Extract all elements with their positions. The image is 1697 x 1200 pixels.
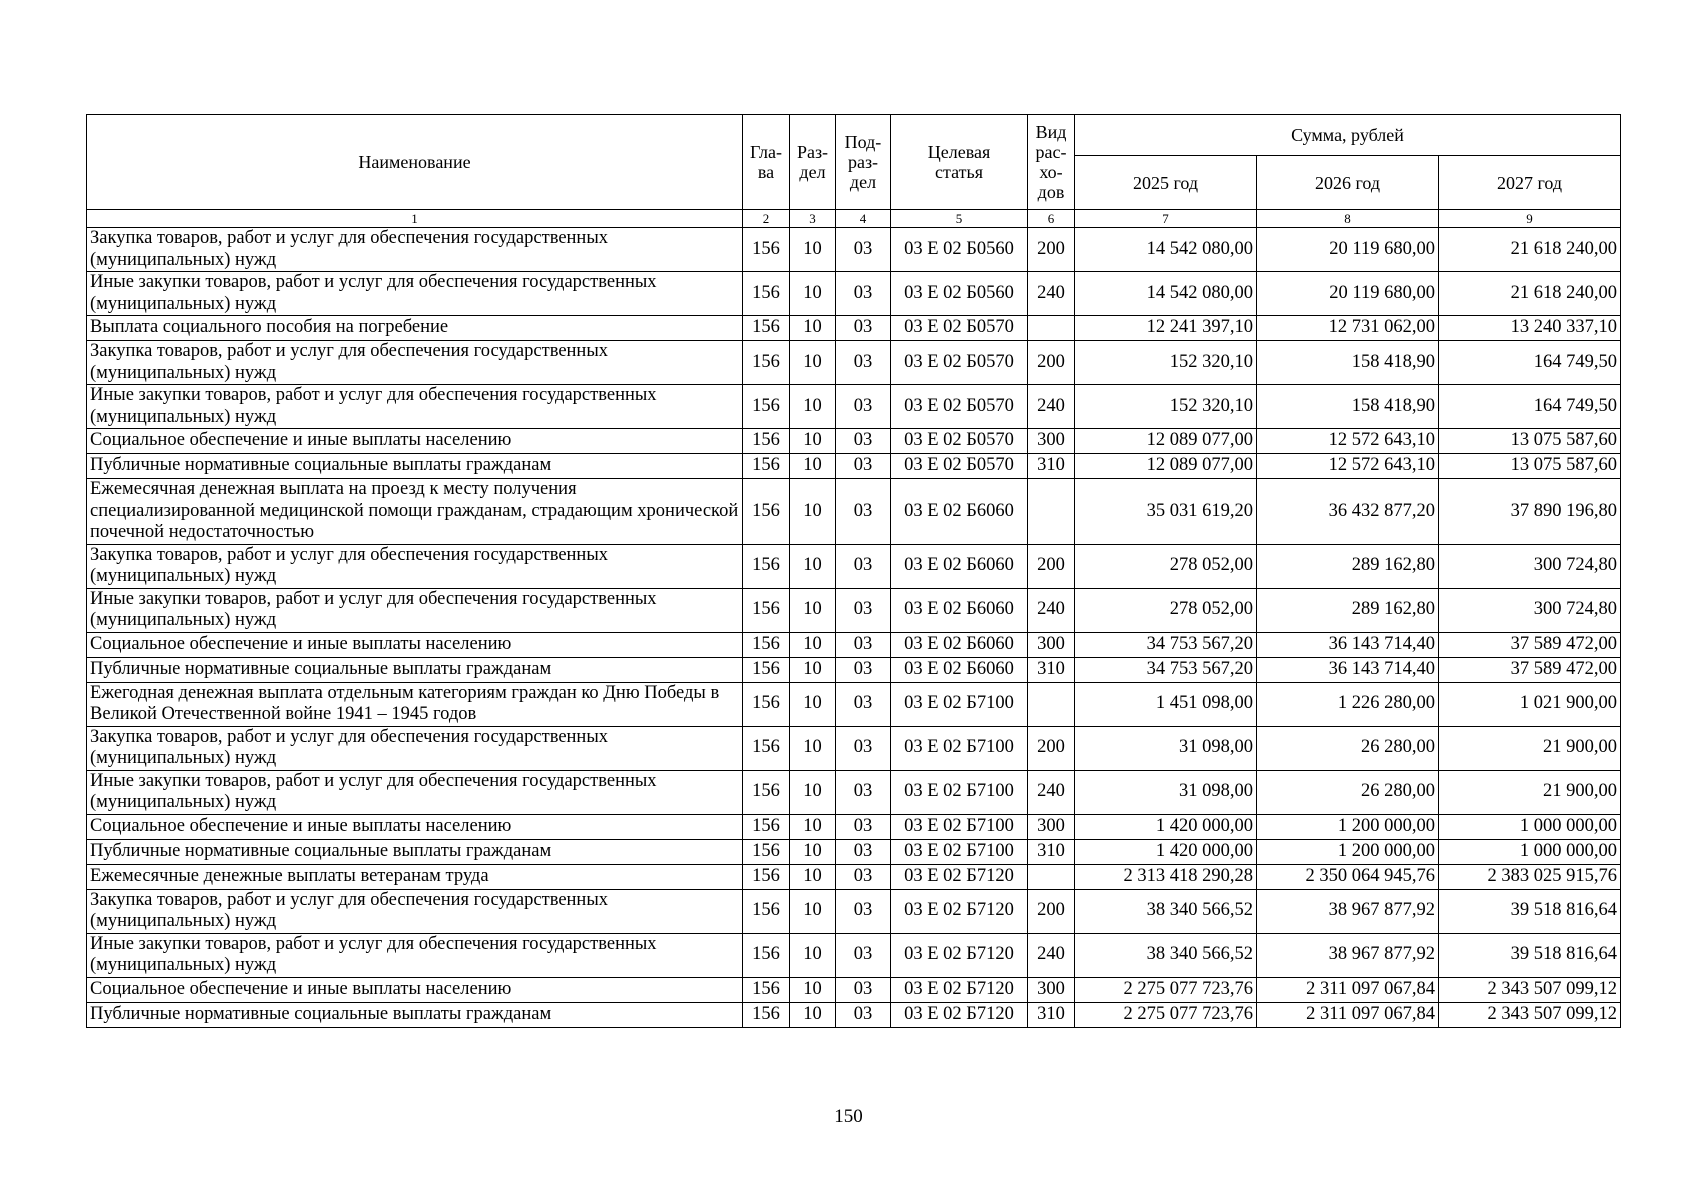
cell-name: Иные закупки товаров, работ и услуг для обеспечения государственных (муниципальных) нужд	[87, 385, 743, 429]
cell-celevaya-statya: 03 Е 02 Б0560	[891, 272, 1028, 316]
cell-name: Ежемесячные денежные выплаты ветеранам труда	[87, 864, 743, 889]
header-year-2025: 2025 год	[1075, 156, 1257, 210]
cell-celevaya-statya: 03 Е 02 Б7100	[891, 839, 1028, 864]
cell-razdel: 10	[790, 933, 836, 977]
table-row	[87, 977, 1621, 1002]
cell-sum-2026: 1 200 000,00	[1257, 814, 1439, 839]
cell-sum-2026: 158 418,90	[1257, 385, 1439, 429]
cell-sum-2025: 278 052,00	[1075, 588, 1257, 632]
cell-sum-2026: 289 162,80	[1257, 588, 1439, 632]
header-summa: Сумма, рублей	[1075, 115, 1621, 156]
cell-vid-rashodov: 310	[1028, 454, 1075, 479]
cell-celevaya-statya: 03 Е 02 Б7120	[891, 1002, 1028, 1027]
cell-celevaya-statya: 03 Е 02 Б0570	[891, 341, 1028, 385]
cell-name: Закупка товаров, работ и услуг для обеспечения государственных (муниципальных) нужд	[87, 228, 743, 272]
cell-glava: 156	[743, 889, 790, 933]
cell-sum-2025: 34 753 567,20	[1075, 632, 1257, 657]
cell-sum-2025: 14 542 080,00	[1075, 272, 1257, 316]
cell-sum-2027: 21 618 240,00	[1439, 228, 1621, 272]
cell-razdel: 10	[790, 889, 836, 933]
cell-vid-rashodov	[1028, 316, 1075, 341]
cell-razdel: 10	[790, 814, 836, 839]
cell-name: Социальное обеспечение и иные выплаты населению	[87, 977, 743, 1002]
cell-glava: 156	[743, 657, 790, 682]
header-name: Наименование	[87, 115, 743, 210]
cell-sum-2027: 2 383 025 915,76	[1439, 864, 1621, 889]
cell-podrazdel: 03	[836, 544, 891, 588]
cell-sum-2026: 2 350 064 945,76	[1257, 864, 1439, 889]
page-number: 150	[834, 1106, 863, 1127]
cell-vid-rashodov: 300	[1028, 977, 1075, 1002]
cell-vid-rashodov: 200	[1028, 889, 1075, 933]
cell-razdel: 10	[790, 632, 836, 657]
cell-celevaya-statya: 03 Е 02 Б7120	[891, 889, 1028, 933]
cell-sum-2027: 164 749,50	[1439, 385, 1621, 429]
cell-name: Социальное обеспечение и иные выплаты населению	[87, 632, 743, 657]
cell-sum-2027: 164 749,50	[1439, 341, 1621, 385]
cell-podrazdel: 03	[836, 479, 891, 545]
budget-table-container	[86, 114, 1621, 1028]
cell-sum-2025: 12 089 077,00	[1075, 429, 1257, 454]
table-row	[87, 864, 1621, 889]
column-number: 1	[87, 210, 743, 228]
cell-vid-rashodov: 200	[1028, 544, 1075, 588]
header-celevaya-statya: Целевая статья	[891, 115, 1028, 210]
cell-podrazdel: 03	[836, 341, 891, 385]
cell-celevaya-statya: 03 Е 02 Б7100	[891, 770, 1028, 814]
cell-sum-2025: 14 542 080,00	[1075, 228, 1257, 272]
cell-name: Иные закупки товаров, работ и услуг для обеспечения государственных (муниципальных) нужд	[87, 770, 743, 814]
table-row	[87, 479, 1621, 545]
cell-celevaya-statya: 03 Е 02 Б6060	[891, 657, 1028, 682]
cell-vid-rashodov: 310	[1028, 1002, 1075, 1027]
cell-name: Публичные нормативные социальные выплаты гражданам	[87, 1002, 743, 1027]
cell-vid-rashodov: 240	[1028, 588, 1075, 632]
cell-sum-2025: 31 098,00	[1075, 726, 1257, 770]
cell-sum-2027: 13 075 587,60	[1439, 454, 1621, 479]
cell-celevaya-statya: 03 Е 02 Б7120	[891, 977, 1028, 1002]
table-row	[87, 341, 1621, 385]
cell-glava: 156	[743, 544, 790, 588]
cell-sum-2026: 36 432 877,20	[1257, 479, 1439, 545]
cell-sum-2026: 36 143 714,40	[1257, 632, 1439, 657]
cell-razdel: 10	[790, 726, 836, 770]
table-row	[87, 814, 1621, 839]
cell-celevaya-statya: 03 Е 02 Б0570	[891, 454, 1028, 479]
cell-podrazdel: 03	[836, 632, 891, 657]
cell-sum-2026: 38 967 877,92	[1257, 933, 1439, 977]
cell-vid-rashodov: 300	[1028, 632, 1075, 657]
cell-sum-2027: 300 724,80	[1439, 588, 1621, 632]
cell-podrazdel: 03	[836, 726, 891, 770]
cell-celevaya-statya: 03 Е 02 Б7100	[891, 814, 1028, 839]
column-number: 4	[836, 210, 891, 228]
table-row	[87, 632, 1621, 657]
cell-sum-2025: 38 340 566,52	[1075, 889, 1257, 933]
column-number: 8	[1257, 210, 1439, 228]
cell-sum-2025: 1 420 000,00	[1075, 839, 1257, 864]
cell-vid-rashodov: 310	[1028, 657, 1075, 682]
cell-sum-2026: 1 200 000,00	[1257, 839, 1439, 864]
table-row	[87, 1002, 1621, 1027]
cell-name: Публичные нормативные социальные выплаты гражданам	[87, 454, 743, 479]
cell-celevaya-statya: 03 Е 02 Б6060	[891, 588, 1028, 632]
cell-glava: 156	[743, 385, 790, 429]
cell-sum-2027: 1 000 000,00	[1439, 814, 1621, 839]
cell-razdel: 10	[790, 272, 836, 316]
cell-name: Социальное обеспечение и иные выплаты населению	[87, 429, 743, 454]
cell-sum-2025: 152 320,10	[1075, 385, 1257, 429]
cell-name: Социальное обеспечение и иные выплаты населению	[87, 814, 743, 839]
cell-razdel: 10	[790, 770, 836, 814]
cell-celevaya-statya: 03 Е 02 Б6060	[891, 632, 1028, 657]
table-row	[87, 770, 1621, 814]
cell-glava: 156	[743, 341, 790, 385]
header-year-2027: 2027 год	[1439, 156, 1621, 210]
cell-razdel: 10	[790, 1002, 836, 1027]
cell-sum-2027: 1 000 000,00	[1439, 839, 1621, 864]
header-vid-rashodov: Вид рас- хо- дов	[1028, 115, 1075, 210]
cell-podrazdel: 03	[836, 429, 891, 454]
cell-sum-2026: 20 119 680,00	[1257, 228, 1439, 272]
table-body	[87, 228, 1621, 1028]
cell-glava: 156	[743, 272, 790, 316]
cell-celevaya-statya: 03 Е 02 Б0570	[891, 429, 1028, 454]
cell-glava: 156	[743, 632, 790, 657]
cell-podrazdel: 03	[836, 682, 891, 726]
header-podrazdel: Под- раз- дел	[836, 115, 891, 210]
budget-table	[86, 114, 1621, 1028]
cell-podrazdel: 03	[836, 454, 891, 479]
cell-sum-2027: 2 343 507 099,12	[1439, 1002, 1621, 1027]
cell-podrazdel: 03	[836, 770, 891, 814]
cell-name: Иные закупки товаров, работ и услуг для обеспечения государственных (муниципальных) нужд	[87, 272, 743, 316]
cell-sum-2026: 2 311 097 067,84	[1257, 977, 1439, 1002]
cell-glava: 156	[743, 726, 790, 770]
cell-sum-2025: 34 753 567,20	[1075, 657, 1257, 682]
cell-sum-2027: 300 724,80	[1439, 544, 1621, 588]
cell-razdel: 10	[790, 657, 836, 682]
cell-podrazdel: 03	[836, 588, 891, 632]
cell-razdel: 10	[790, 864, 836, 889]
cell-vid-rashodov: 200	[1028, 341, 1075, 385]
cell-vid-rashodov: 240	[1028, 770, 1075, 814]
cell-glava: 156	[743, 228, 790, 272]
cell-razdel: 10	[790, 316, 836, 341]
cell-sum-2025: 152 320,10	[1075, 341, 1257, 385]
cell-glava: 156	[743, 479, 790, 545]
cell-podrazdel: 03	[836, 228, 891, 272]
cell-sum-2026: 12 572 643,10	[1257, 454, 1439, 479]
table-row	[87, 889, 1621, 933]
table-row	[87, 657, 1621, 682]
cell-celevaya-statya: 03 Е 02 Б6060	[891, 479, 1028, 545]
cell-podrazdel: 03	[836, 272, 891, 316]
column-number: 2	[743, 210, 790, 228]
cell-sum-2026: 289 162,80	[1257, 544, 1439, 588]
column-number: 5	[891, 210, 1028, 228]
cell-podrazdel: 03	[836, 889, 891, 933]
cell-vid-rashodov: 300	[1028, 429, 1075, 454]
cell-glava: 156	[743, 316, 790, 341]
cell-glava: 156	[743, 864, 790, 889]
cell-razdel: 10	[790, 544, 836, 588]
table-row	[87, 588, 1621, 632]
cell-sum-2025: 35 031 619,20	[1075, 479, 1257, 545]
cell-podrazdel: 03	[836, 977, 891, 1002]
header-glava: Гла- ва	[743, 115, 790, 210]
cell-sum-2026: 20 119 680,00	[1257, 272, 1439, 316]
cell-celevaya-statya: 03 Е 02 Б7100	[891, 682, 1028, 726]
cell-podrazdel: 03	[836, 316, 891, 341]
cell-name: Публичные нормативные социальные выплаты гражданам	[87, 657, 743, 682]
cell-celevaya-statya: 03 Е 02 Б0570	[891, 316, 1028, 341]
cell-sum-2025: 12 241 397,10	[1075, 316, 1257, 341]
cell-sum-2027: 37 890 196,80	[1439, 479, 1621, 545]
table-row	[87, 726, 1621, 770]
cell-razdel: 10	[790, 454, 836, 479]
cell-glava: 156	[743, 814, 790, 839]
cell-name: Закупка товаров, работ и услуг для обеспечения государственных (муниципальных) нужд	[87, 341, 743, 385]
cell-glava: 156	[743, 454, 790, 479]
cell-podrazdel: 03	[836, 839, 891, 864]
cell-celevaya-statya: 03 Е 02 Б7120	[891, 864, 1028, 889]
cell-sum-2027: 13 240 337,10	[1439, 316, 1621, 341]
cell-name: Ежегодная денежная выплата отдельным категориям граждан ко Дню Победы в Великой Отечественной войне 1941 – 1945 годов	[87, 682, 743, 726]
cell-name: Иные закупки товаров, работ и услуг для обеспечения государственных (муниципальных) нужд	[87, 933, 743, 977]
cell-sum-2025: 1 451 098,00	[1075, 682, 1257, 726]
cell-vid-rashodov	[1028, 864, 1075, 889]
header-razdel: Раз- дел	[790, 115, 836, 210]
cell-razdel: 10	[790, 839, 836, 864]
cell-razdel: 10	[790, 682, 836, 726]
cell-vid-rashodov: 310	[1028, 839, 1075, 864]
cell-sum-2026: 2 311 097 067,84	[1257, 1002, 1439, 1027]
cell-vid-rashodov: 200	[1028, 726, 1075, 770]
cell-glava: 156	[743, 770, 790, 814]
cell-name: Закупка товаров, работ и услуг для обеспечения государственных (муниципальных) нужд	[87, 726, 743, 770]
cell-glava: 156	[743, 682, 790, 726]
cell-vid-rashodov: 240	[1028, 933, 1075, 977]
cell-sum-2025: 2 275 077 723,76	[1075, 977, 1257, 1002]
cell-glava: 156	[743, 429, 790, 454]
cell-sum-2025: 278 052,00	[1075, 544, 1257, 588]
cell-celevaya-statya: 03 Е 02 Б7120	[891, 933, 1028, 977]
cell-vid-rashodov	[1028, 682, 1075, 726]
cell-name: Публичные нормативные социальные выплаты гражданам	[87, 839, 743, 864]
table-row	[87, 682, 1621, 726]
cell-celevaya-statya: 03 Е 02 Б0570	[891, 385, 1028, 429]
cell-sum-2025: 1 420 000,00	[1075, 814, 1257, 839]
cell-sum-2027: 13 075 587,60	[1439, 429, 1621, 454]
cell-name: Закупка товаров, работ и услуг для обеспечения государственных (муниципальных) нужд	[87, 544, 743, 588]
cell-name: Закупка товаров, работ и услуг для обеспечения государственных (муниципальных) нужд	[87, 889, 743, 933]
cell-podrazdel: 03	[836, 864, 891, 889]
cell-sum-2026: 1 226 280,00	[1257, 682, 1439, 726]
column-number: 6	[1028, 210, 1075, 228]
cell-glava: 156	[743, 933, 790, 977]
table-row	[87, 544, 1621, 588]
cell-sum-2027: 37 589 472,00	[1439, 632, 1621, 657]
column-number: 9	[1439, 210, 1621, 228]
cell-sum-2026: 38 967 877,92	[1257, 889, 1439, 933]
cell-sum-2027: 21 618 240,00	[1439, 272, 1621, 316]
cell-razdel: 10	[790, 429, 836, 454]
cell-razdel: 10	[790, 228, 836, 272]
table-row	[87, 429, 1621, 454]
table-row	[87, 454, 1621, 479]
cell-sum-2027: 21 900,00	[1439, 726, 1621, 770]
cell-vid-rashodov: 200	[1028, 228, 1075, 272]
cell-vid-rashodov: 240	[1028, 272, 1075, 316]
table-row	[87, 316, 1621, 341]
table-row	[87, 228, 1621, 272]
table-row	[87, 839, 1621, 864]
cell-sum-2026: 12 572 643,10	[1257, 429, 1439, 454]
table-row	[87, 933, 1621, 977]
cell-podrazdel: 03	[836, 657, 891, 682]
cell-sum-2026: 26 280,00	[1257, 726, 1439, 770]
cell-glava: 156	[743, 1002, 790, 1027]
cell-sum-2026: 12 731 062,00	[1257, 316, 1439, 341]
cell-podrazdel: 03	[836, 1002, 891, 1027]
cell-glava: 156	[743, 588, 790, 632]
cell-sum-2027: 39 518 816,64	[1439, 933, 1621, 977]
cell-razdel: 10	[790, 341, 836, 385]
cell-sum-2027: 2 343 507 099,12	[1439, 977, 1621, 1002]
cell-sum-2026: 158 418,90	[1257, 341, 1439, 385]
cell-sum-2025: 12 089 077,00	[1075, 454, 1257, 479]
cell-sum-2025: 2 275 077 723,76	[1075, 1002, 1257, 1027]
cell-name: Иные закупки товаров, работ и услуг для обеспечения государственных (муниципальных) нужд	[87, 588, 743, 632]
cell-sum-2027: 37 589 472,00	[1439, 657, 1621, 682]
cell-podrazdel: 03	[836, 933, 891, 977]
cell-celevaya-statya: 03 Е 02 Б7100	[891, 726, 1028, 770]
cell-name: Выплата социального пособия на погребение	[87, 316, 743, 341]
cell-sum-2027: 21 900,00	[1439, 770, 1621, 814]
cell-glava: 156	[743, 839, 790, 864]
cell-sum-2026: 26 280,00	[1257, 770, 1439, 814]
cell-razdel: 10	[790, 588, 836, 632]
cell-vid-rashodov	[1028, 479, 1075, 545]
cell-sum-2025: 2 313 418 290,28	[1075, 864, 1257, 889]
column-number: 3	[790, 210, 836, 228]
cell-sum-2026: 36 143 714,40	[1257, 657, 1439, 682]
cell-razdel: 10	[790, 385, 836, 429]
cell-podrazdel: 03	[836, 814, 891, 839]
cell-name: Ежемесячная денежная выплата на проезд к месту получения специализированной медицинской помощи гражданам, страдающим хронической почечной недостаточностью	[87, 479, 743, 545]
cell-celevaya-statya: 03 Е 02 Б0560	[891, 228, 1028, 272]
cell-vid-rashodov: 240	[1028, 385, 1075, 429]
cell-razdel: 10	[790, 977, 836, 1002]
table-row	[87, 385, 1621, 429]
cell-sum-2025: 38 340 566,52	[1075, 933, 1257, 977]
cell-vid-rashodov: 300	[1028, 814, 1075, 839]
cell-glava: 156	[743, 977, 790, 1002]
cell-celevaya-statya: 03 Е 02 Б6060	[891, 544, 1028, 588]
cell-podrazdel: 03	[836, 385, 891, 429]
cell-sum-2027: 1 021 900,00	[1439, 682, 1621, 726]
cell-sum-2027: 39 518 816,64	[1439, 889, 1621, 933]
cell-razdel: 10	[790, 479, 836, 545]
column-number: 7	[1075, 210, 1257, 228]
cell-sum-2025: 31 098,00	[1075, 770, 1257, 814]
header-year-2026: 2026 год	[1257, 156, 1439, 210]
table-row	[87, 272, 1621, 316]
